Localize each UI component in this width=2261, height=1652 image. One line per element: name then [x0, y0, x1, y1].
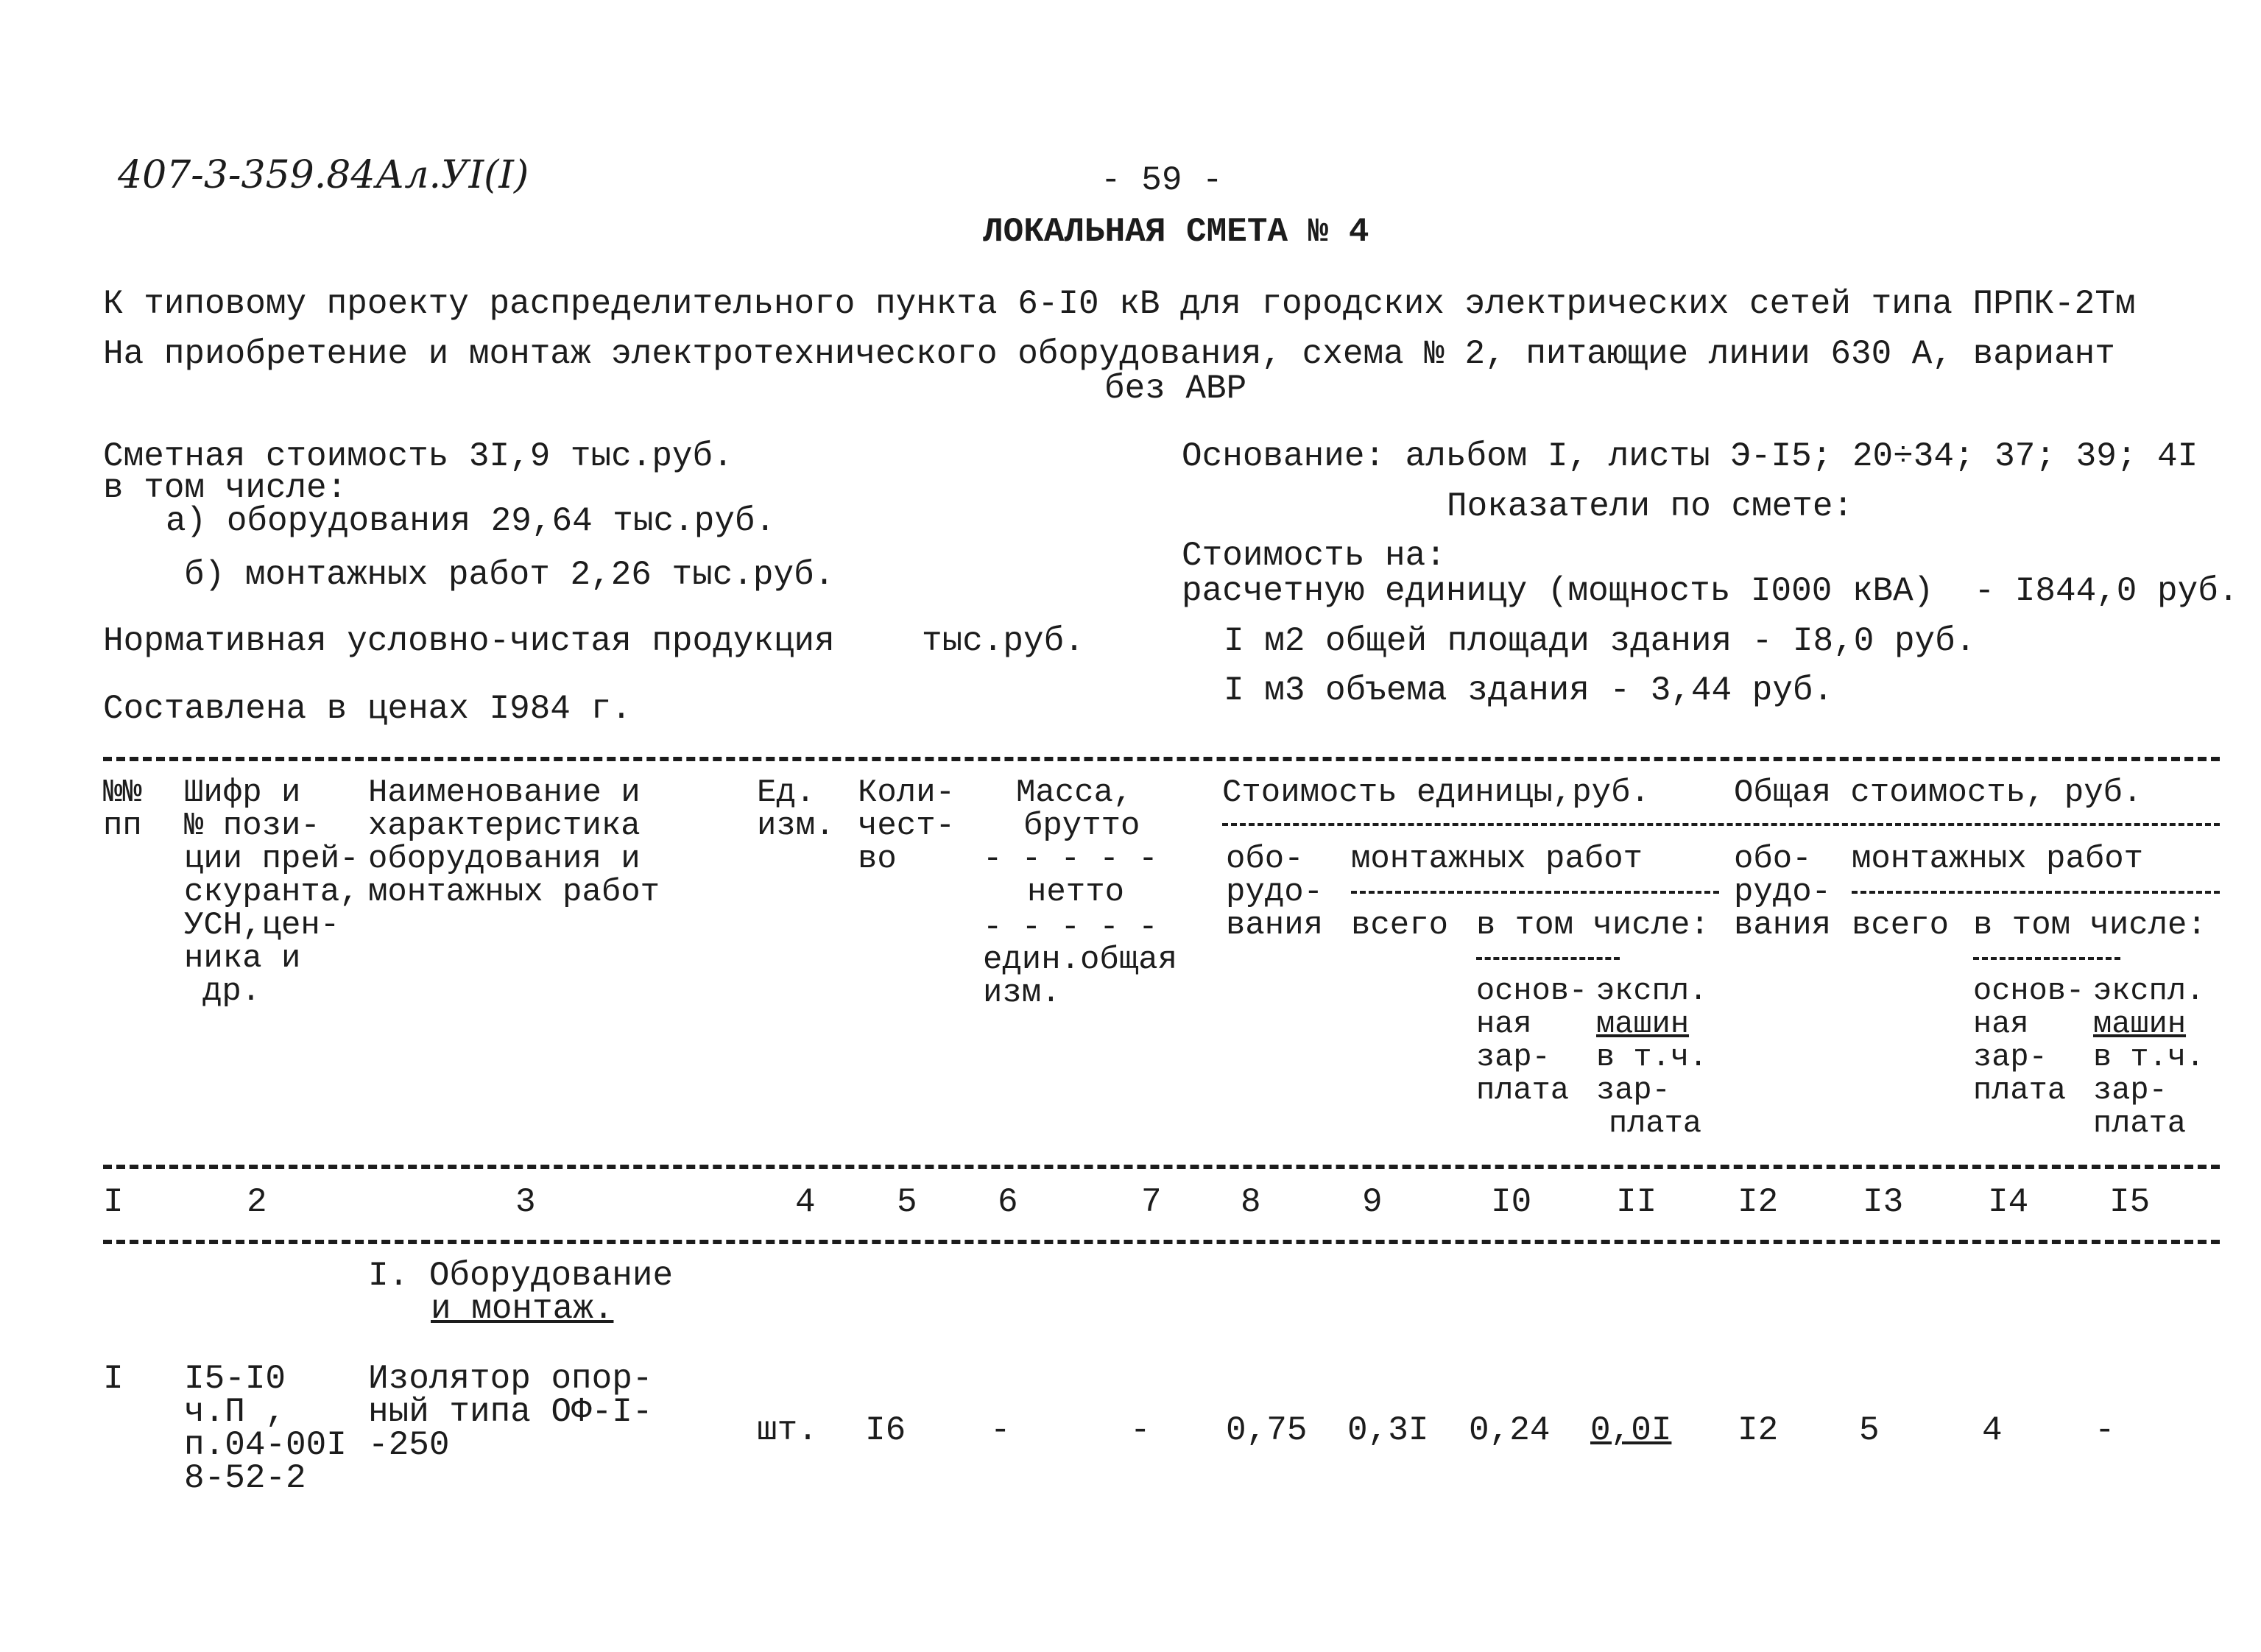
price-basis: Составлена в ценах I984 г.	[103, 690, 632, 728]
hdr-unit-base-wage-4: плата	[1476, 1073, 1570, 1108]
row-unit: шт.	[757, 1411, 818, 1450]
row-number: I	[103, 1360, 124, 1398]
hdr-total-machines-2: машин	[2093, 1006, 2187, 1042]
indicators-title: Показатели по смете:	[1447, 487, 1854, 526]
hdr-col2-line2: № пози-	[184, 808, 320, 844]
col-number: 6	[998, 1183, 1018, 1221]
hdr-unit-cost: Стоимость единицы,руб.	[1222, 774, 1650, 811]
hdr-total-equip-2: рудо-	[1734, 874, 1832, 911]
table-top-rule	[103, 757, 2220, 761]
hdr-total-equip-1: обо-	[1734, 841, 1812, 878]
col-number: 2	[247, 1183, 267, 1221]
hdr-unit-base-wage-2: ная	[1476, 1006, 1532, 1042]
hdr-unit-machines-3: в т.ч.	[1596, 1039, 1708, 1075]
document-code: 407-3-359.84	[118, 153, 375, 197]
col-number: 3	[515, 1183, 536, 1221]
hdr-unit-machines-4: зар-	[1596, 1073, 1671, 1108]
hdr-col2-line1: Шифр и	[184, 774, 301, 811]
hdr-col3-line1: Наименование и	[368, 774, 641, 811]
hdr-col2-line4: скуранта,	[184, 874, 359, 911]
hdr-col4-line2: изм.	[757, 808, 835, 844]
hdr-total-machines-3: в т.ч.	[2093, 1039, 2205, 1075]
col-number: 4	[795, 1183, 816, 1221]
row-mass-unit: -	[990, 1411, 1011, 1450]
hdr-total-machines-5: плата	[2093, 1106, 2187, 1141]
hdr-total-incl-rule	[1973, 957, 2120, 960]
row-code-2: ч.П ,	[184, 1393, 286, 1431]
page-number: - 59 -	[1101, 161, 1223, 200]
col-number: I2	[1738, 1183, 1779, 1221]
row-base-wage: 0,24	[1469, 1411, 1551, 1450]
hdr-total-base-wage-1: основ-	[1973, 973, 2085, 1009]
hdr-col1-line2: пп	[103, 808, 142, 844]
hdr-col3-line3: оборудования и	[368, 841, 641, 878]
col-number: I5	[2109, 1183, 2151, 1221]
area-cost-indicator: I м2 общей площади здания - I8,0 руб.	[1224, 622, 1976, 660]
hdr-unit-machines-2: машин	[1596, 1006, 1690, 1042]
hdr-col3-line4: монтажных работ	[368, 874, 660, 911]
hdr-col3-line2: характеристика	[368, 808, 641, 844]
row-name-3: -250	[368, 1426, 450, 1464]
row-code-1: I5-I0	[184, 1360, 286, 1398]
col-number: II	[1616, 1183, 1657, 1221]
column-numbers-bottom-rule	[103, 1240, 2220, 1244]
hdr-mass-netto: нетто	[1027, 874, 1125, 911]
subtitle-line-1: К типовому проекту распределительного пункта 6-I0 кВ для городских электрических сетей типа ПРПК-2Тм	[103, 285, 2136, 323]
hdr-mass-brutto: брутто	[1023, 808, 1140, 844]
col-number: I	[103, 1183, 124, 1221]
basis: Основание: альбом I, листы Э-I5; 20÷34; 37; 39; 4I	[1182, 437, 2198, 476]
hdr-unit-incl: в том числе:	[1476, 907, 1710, 944]
hdr-unit-equip-3: вания	[1226, 907, 1324, 944]
col-number: I4	[1988, 1183, 2029, 1221]
hdr-total-base-wage-3: зар-	[1973, 1039, 2047, 1075]
hdr-unit-equip-2: рудо-	[1226, 874, 1324, 911]
hdr-mass: Масса,	[1016, 774, 1133, 811]
including-label: в том числе:	[103, 469, 348, 507]
hdr-col1-line1: №№	[103, 774, 142, 811]
hdr-total-equip-3: вания	[1734, 907, 1832, 944]
hdr-total-base-wage-2: ная	[1973, 1006, 2029, 1042]
row-machines-total: -	[2095, 1411, 2115, 1450]
row-equip-unit: 0,75	[1226, 1411, 1308, 1450]
equipment-cost: а) оборудования 29,64 тыс.руб.	[166, 502, 776, 540]
col-number: I3	[1863, 1183, 1904, 1221]
row-name-2: ный типа ОФ-I-	[368, 1393, 653, 1431]
column-numbers-top-rule	[103, 1165, 2220, 1169]
hdr-col2-line7: др.	[202, 973, 261, 1010]
hdr-total-incl: в том числе:	[1973, 907, 2207, 944]
hdr-col2-line6: ника и	[184, 940, 301, 977]
estimate-cost: Сметная стоимость 3I,9 тыс.руб.	[103, 437, 733, 476]
row-quantity: I6	[865, 1411, 906, 1450]
section-title: I. Оборудование	[368, 1257, 674, 1295]
section-title-2: и монтаж.	[431, 1290, 614, 1328]
hdr-col2-line5: УСН,цен-	[184, 907, 340, 944]
row-code-3: п.04-00I	[184, 1426, 347, 1464]
normative-product: Нормативная условно-чистая продукция	[103, 622, 835, 660]
row-base-wage-total: 4	[1982, 1411, 2003, 1450]
subtitle-line-3: без АВР	[1104, 370, 1247, 408]
hdr-unit-incl-rule	[1476, 957, 1620, 960]
page-title: ЛОКАЛЬНАЯ СМЕТА № 4	[983, 213, 1369, 251]
installation-cost: б) монтажных работ 2,26 тыс.руб.	[184, 556, 835, 594]
hdr-cost-rule	[1222, 823, 2220, 826]
hdr-total-machines-4: зар-	[2093, 1073, 2167, 1108]
hdr-unit-machines-1: экспл.	[1596, 973, 1708, 1009]
row-install-sum: 5	[1859, 1411, 1880, 1450]
row-name-1: Изолятор опор-	[368, 1360, 653, 1398]
hdr-col4-line1: Ед.	[757, 774, 816, 811]
cost-for-label: Стоимость на:	[1182, 537, 1446, 575]
hdr-mass-unit-1: един.общая	[983, 942, 1178, 978]
hdr-total-base-wage-4: плата	[1973, 1073, 2067, 1108]
hdr-total-install-rule	[1852, 891, 2220, 894]
row-code-4: 8-52-2	[184, 1459, 306, 1497]
hdr-unit-base-wage-1: основ-	[1476, 973, 1588, 1009]
col-number: I0	[1491, 1183, 1532, 1221]
subtitle-line-2: На приобретение и монтаж электротехнического оборудования, схема № 2, питающие линии 630 А, вариант	[103, 335, 2115, 373]
hdr-total-machines-1: экспл.	[2093, 973, 2205, 1009]
row-machines: 0,0I	[1590, 1411, 1672, 1450]
row-mass-total: -	[1130, 1411, 1151, 1450]
row-equip-total: I2	[1738, 1411, 1779, 1450]
hdr-total-total: всего	[1852, 907, 1950, 944]
hdr-col5-line2: чест-	[858, 808, 956, 844]
album-number: Ал.УI(I)	[375, 153, 529, 197]
col-number: 8	[1241, 1183, 1261, 1221]
hdr-col2-line3: ции прей-	[184, 841, 359, 878]
hdr-unit-install-works: монтажных работ	[1351, 841, 1643, 878]
volume-cost-indicator: I м3 объема здания - 3,44 руб.	[1224, 671, 1834, 710]
col-number: 5	[897, 1183, 917, 1221]
col-number: 7	[1141, 1183, 1162, 1221]
hdr-unit-install-rule	[1351, 891, 1719, 894]
normative-unit: тыс.руб.	[922, 622, 1084, 660]
hdr-mass-unit-2: изм.	[983, 975, 1061, 1012]
hdr-unit-equip-1: обо-	[1226, 841, 1304, 878]
hdr-unit-total: всего	[1351, 907, 1449, 944]
hdr-unit-base-wage-3: зар-	[1476, 1039, 1551, 1075]
hdr-mass-dash-2: - - - - -	[983, 909, 1158, 946]
hdr-col5-line1: Коли-	[858, 774, 956, 811]
hdr-mass-dash-1: - - - - -	[983, 841, 1158, 878]
col-number: 9	[1362, 1183, 1383, 1221]
hdr-total-install-works: монтажных работ	[1852, 841, 2144, 878]
hdr-col5-line3: во	[858, 841, 897, 878]
row-install-unit-total: 0,3I	[1347, 1411, 1429, 1450]
hdr-unit-machines-5: плата	[1609, 1106, 1702, 1141]
unit-cost-indicator: расчетную единицу (мощность I000 кВА) - I844,0 руб.	[1182, 572, 2239, 610]
hdr-total-cost: Общая стоимость, руб.	[1734, 774, 2142, 811]
